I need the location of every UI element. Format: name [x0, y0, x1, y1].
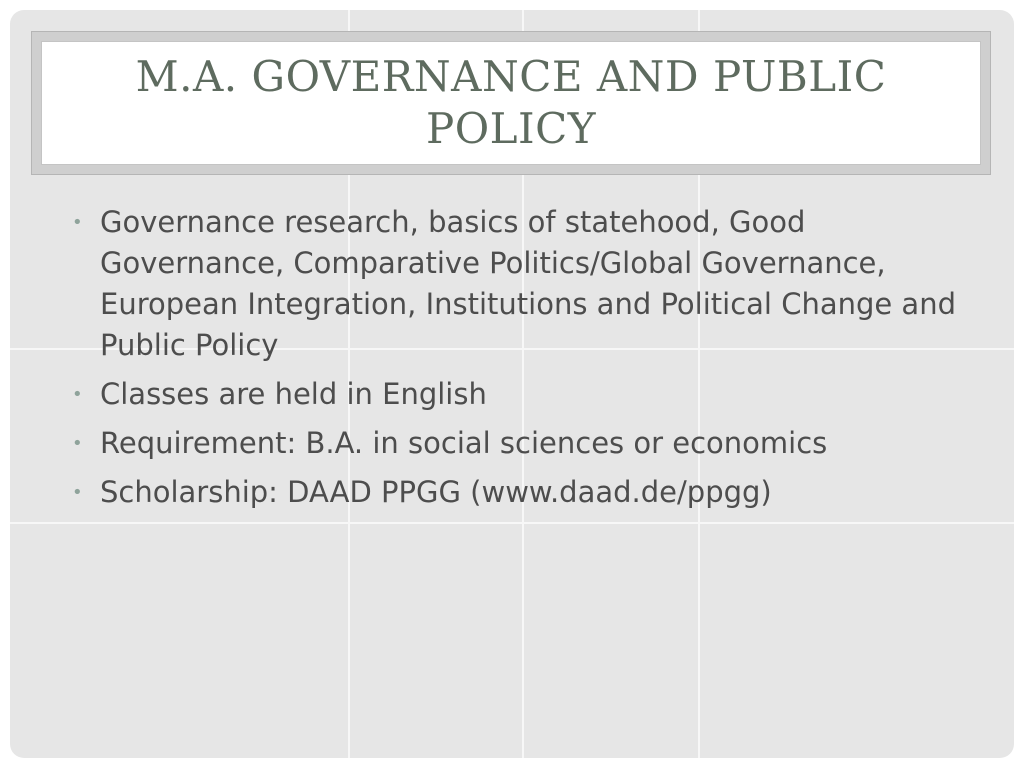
- slide-title: M.A. GOVERNANCE AND PUBLIC POLICY: [135, 52, 887, 153]
- bullet-icon: •: [72, 482, 83, 503]
- bullet-item: [70, 472, 960, 513]
- bullet-item: [70, 374, 960, 415]
- bullet-icon: •: [72, 384, 83, 405]
- bullet-text: Classes are held in English: [100, 377, 487, 411]
- bullet-text: Requirement: B.A. in social sciences or economics: [100, 426, 828, 460]
- bullet-item: [70, 202, 960, 366]
- grid-line: [10, 522, 1014, 524]
- title-box: [41, 41, 981, 165]
- bullet-item: [70, 423, 960, 464]
- bullet-text: Scholarship: DAAD PPGG (www.daad.de/ppgg): [100, 475, 772, 509]
- title-frame: [31, 31, 991, 175]
- bullet-text: Governance research, basics of statehood, Good Governance, Comparative Politics/Global Governance, European Integration, Institutions and Political Change and Public Policy: [100, 205, 956, 362]
- bullet-list: [70, 202, 960, 521]
- slide: [10, 10, 1014, 758]
- bullet-icon: •: [72, 212, 83, 233]
- bullet-icon: •: [72, 433, 83, 454]
